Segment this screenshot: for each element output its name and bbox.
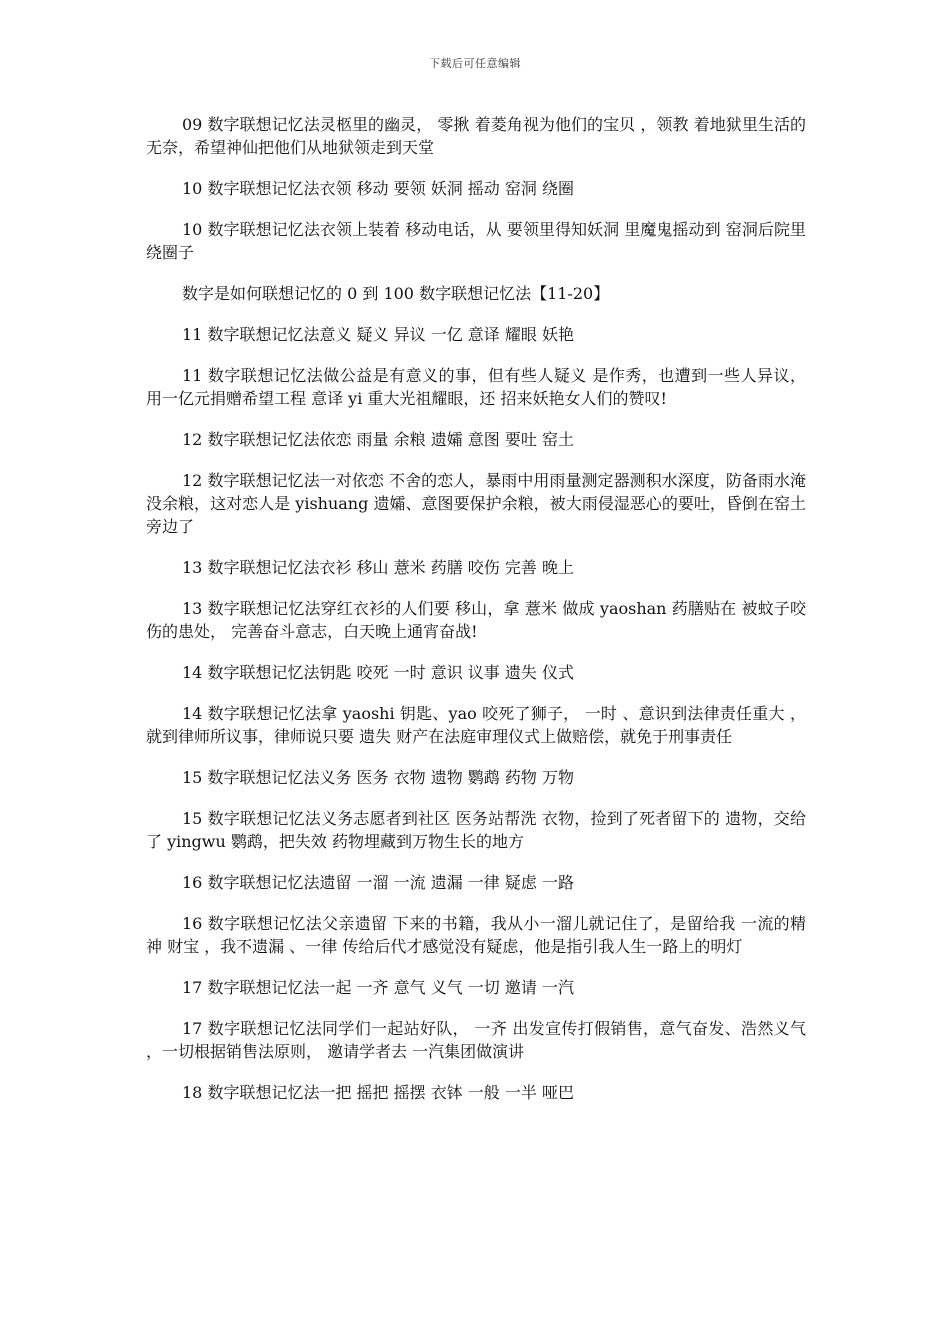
paragraph: 14 数字联想记忆法钥匙 咬死 一时 意识 议事 遗失 仪式	[182, 663, 574, 682]
paragraph: 11 数字联想记忆法做公益是有意义的事，但有些人疑义 是作秀，也遭到一些人异议， 用一亿元捐赠希望工程 意译 yi 重大光祖耀眼，还 招来妖艳女人们的赞叹!	[146, 366, 806, 408]
paragraph: 09 数字联想记忆法灵柩里的幽灵， 零揪 着菱角视为他们的宝贝 ，领教 着地狱里生活的无奈，希望神仙把他们从地狱领走到天堂	[146, 115, 806, 157]
paragraph: 12 数字联想记忆法一对依恋 不舍的恋人，暴雨中用雨量测定器测积水深度，防备雨水淹没余粮，这对恋人是 yishuang 遗孀、意图要保护余粮，被大雨侵湿恶心的要吐，昏倒在窑土旁边了	[146, 471, 806, 536]
paragraph: 10 数字联想记忆法衣领上装着 移动电话，从 要领里得知妖洞 里魔鬼摇动到 窑洞后院里 绕圈子	[146, 220, 806, 262]
paragraph: 12 数字联想记忆法依恋 雨量 余粮 遗孀 意图 要吐 窑土	[182, 430, 574, 449]
paragraph: 13 数字联想记忆法穿红衣衫的人们要 移山，拿 薏米 做成 yaoshan 药膳贴在 被蚊子咬伤的患处， 完善奋斗意志，白天晚上通宵奋战!	[146, 599, 806, 641]
paragraph: 18 数字联想记忆法一把 摇把 摇摆 衣钵 一般 一半 哑巴	[182, 1083, 574, 1102]
paragraph: 15 数字联想记忆法义务 医务 衣物 遗物 鹦鹉 药物 万物	[182, 768, 574, 787]
paragraph: 17 数字联想记忆法一起 一齐 意气 义气 一切 邀请 一汽	[182, 978, 574, 997]
paragraph: 17 数字联想记忆法同学们一起站好队， 一齐 出发宣传打假销售，意气奋发、浩然义气 ，一切根据销售法原则， 邀请学者去 一汽集团做演讲	[146, 1019, 806, 1061]
paragraph: 11 数字联想记忆法意义 疑义 异议 一亿 意译 耀眼 妖艳	[182, 325, 574, 344]
paragraph: 10 数字联想记忆法衣领 移动 要领 妖洞 摇动 窑洞 绕圈	[182, 179, 574, 198]
paragraph: 13 数字联想记忆法衣衫 移山 薏米 药膳 咬伤 完善 晚上	[182, 558, 574, 577]
document-body	[146, 113, 806, 1122]
paragraph: 16 数字联想记忆法父亲遗留 下来的书籍，我从小一溜儿就记住了，是留给我 一流的精神 财宝 ，我不遗漏 、一律 传给后代才感觉没有疑虑，他是指引我人生一路上的明灯	[146, 914, 806, 956]
section-heading: 数字是如何联想记忆的 0 到 100 数字联想记忆法【11-20】	[182, 284, 610, 303]
paragraph: 16 数字联想记忆法遗留 一溜 一流 遗漏 一律 疑虑 一路	[182, 873, 574, 892]
paragraph: 15 数字联想记忆法义务志愿者到社区 医务站帮洗 衣物，捡到了死者留下的 遗物，交给了 yingwu 鹦鹉，把失效 药物埋藏到万物生长的地方	[146, 809, 806, 851]
paragraph: 14 数字联想记忆法拿 yaoshi 钥匙、yao 咬死了狮子， 一时 、意识到法律责任重大 ，就到律师所议事，律师说只要 遗失 财产在法庭审理仪式上做赔偿，就免于刑事责任	[146, 704, 806, 746]
page-header: 下载后可任意编辑	[429, 57, 521, 70]
